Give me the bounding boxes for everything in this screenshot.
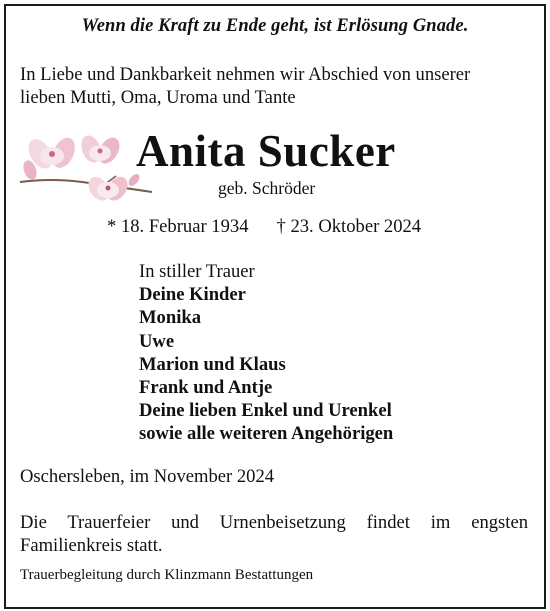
service-note — [20, 511, 528, 557]
mourner-line: Monika — [139, 307, 201, 329]
deceased-name: Anita Sucker — [136, 126, 396, 176]
intro-text — [20, 63, 530, 109]
mourner-line: Marion und Klaus — [139, 353, 286, 375]
life-dates — [107, 216, 421, 238]
funeral-home-credit: Trauerbegleitung durch Klinzmann Bestattungen — [20, 567, 314, 583]
service-line-2: Familienkreis statt. — [20, 535, 163, 556]
death-date: † 23. Oktober 2024 — [276, 216, 422, 237]
mourners-heading: In stiller Trauer — [139, 261, 255, 282]
intro-line-1: In Liebe und Dankbarkeit nehmen wir Abschied von unserer — [20, 64, 471, 85]
mourner-line: Frank und Antje — [139, 377, 273, 399]
birth-date: * 18. Februar 1934 — [107, 216, 249, 237]
mourners-block — [139, 260, 393, 446]
place-date: Oschersleben, im November 2024 — [20, 466, 275, 487]
maiden-name: geb. Schröder — [218, 178, 316, 198]
mourner-line: Deine lieben Enkel und Urenkel — [139, 400, 392, 422]
mourner-line: Uwe — [139, 330, 175, 352]
intro-line-2: lieben Mutti, Oma, Uroma und Tante — [20, 87, 296, 108]
mourner-line: Deine Kinder — [139, 284, 246, 306]
service-line-1: Die Trauerfeier und Urnenbeisetzung findet im engsten — [20, 512, 528, 533]
mourner-line: sowie alle weiteren Angehörigen — [139, 423, 394, 445]
motto: Wenn die Kraft zu Ende geht, ist Erlösung Gnade. — [81, 16, 469, 36]
